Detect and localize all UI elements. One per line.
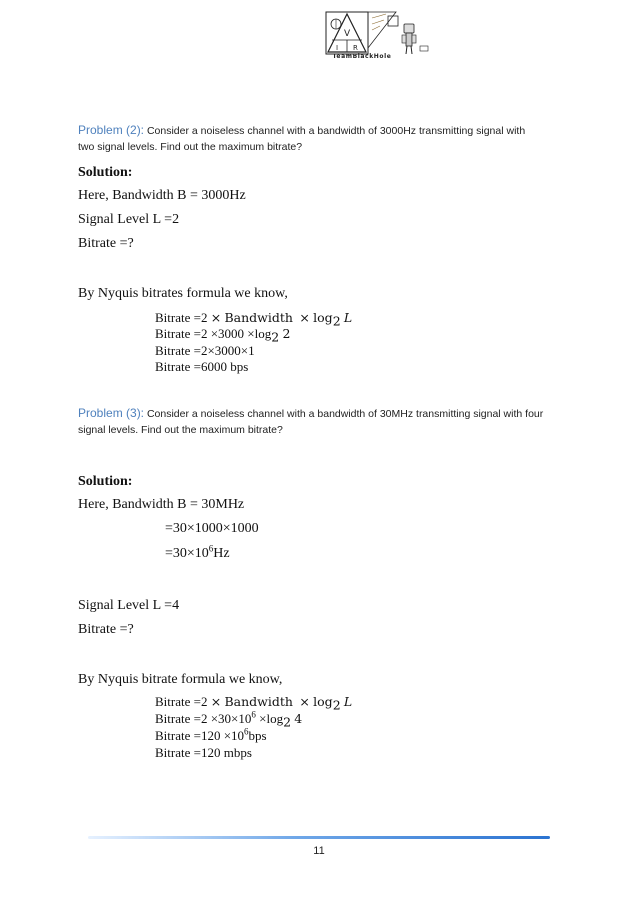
problem-2-intro: By Nyquis bitrates formula we know, xyxy=(78,286,288,301)
problem-3-bandwidth-step-1: =30×1000×1000 xyxy=(165,521,259,536)
problem-3-bitrate-unknown: Bitrate =? xyxy=(78,622,134,637)
problem-2-step-4: Bitrate =6000 bps xyxy=(155,359,249,374)
problem-3-step-2: Bitrate $=2 \times 30\times 10^6 \times\log_2$ 4 xyxy=(155,709,303,730)
svg-text:R: R xyxy=(353,44,358,52)
problem-2-step-3: Bitrate =2×3000×1 xyxy=(155,343,255,358)
problem-3-solution-heading: Solution: xyxy=(78,474,133,489)
problem-3-bandwidth-step-2: $=30\times 10^6Hz$ xyxy=(165,543,230,561)
problem-2-label: Problem (2): xyxy=(78,123,145,137)
problem-2-formula: Bitrate =2 × Bandwidth × $\log_2 L$ xyxy=(155,310,353,329)
logo-caption: TeamBlackHole xyxy=(332,53,392,60)
problem-3-step-4: Bitrate =120 mbps xyxy=(155,745,252,760)
svg-text:V: V xyxy=(344,29,351,39)
problem-3-signal-level: Signal Level L =4 xyxy=(78,598,180,613)
problem-3-question xyxy=(78,405,608,422)
footer-divider xyxy=(88,836,550,839)
problem-2-solution-heading: Solution: xyxy=(78,165,133,180)
problem-3-question-line1: Consider a noiseless channel with a bandwidth of 30MHz transmitting signal with four xyxy=(146,408,544,420)
problem-2-signal-level: Signal Level L =2 xyxy=(78,212,180,227)
problem-3-question-line2: signal levels. Find out the maximum bitrate? xyxy=(78,424,283,436)
svg-text:I: I xyxy=(336,44,339,52)
page-number: 11 xyxy=(313,845,325,857)
problem-2-bandwidth: Here, Bandwidth B = 3000Hz xyxy=(78,188,246,203)
problem-2-step-2: Bitrate $=2 \times 3000 \times\log_2$ 2 xyxy=(155,326,291,345)
problem-3-bandwidth: Here, Bandwidth B = 30MHz xyxy=(78,497,245,512)
problem-3-label: Problem (3): xyxy=(78,406,145,420)
problem-2-question-line2: two signal levels. Find out the maximum bitrate? xyxy=(78,141,303,153)
problem-3-formula: Bitrate =2 × Bandwidth × $\log_2 L$ xyxy=(155,694,353,713)
problem-2-question xyxy=(78,122,598,139)
problem-3-step-3: Bitrate $=120 \times 10^6bps$ xyxy=(155,726,267,743)
problem-3-intro: By Nyquis bitrate formula we know, xyxy=(78,672,283,687)
problem-2-bitrate-unknown: Bitrate =? xyxy=(78,236,134,251)
problem-2-question-line1: Consider a noiseless channel with a bandwidth of 3000Hz transmitting signal with xyxy=(146,125,526,137)
